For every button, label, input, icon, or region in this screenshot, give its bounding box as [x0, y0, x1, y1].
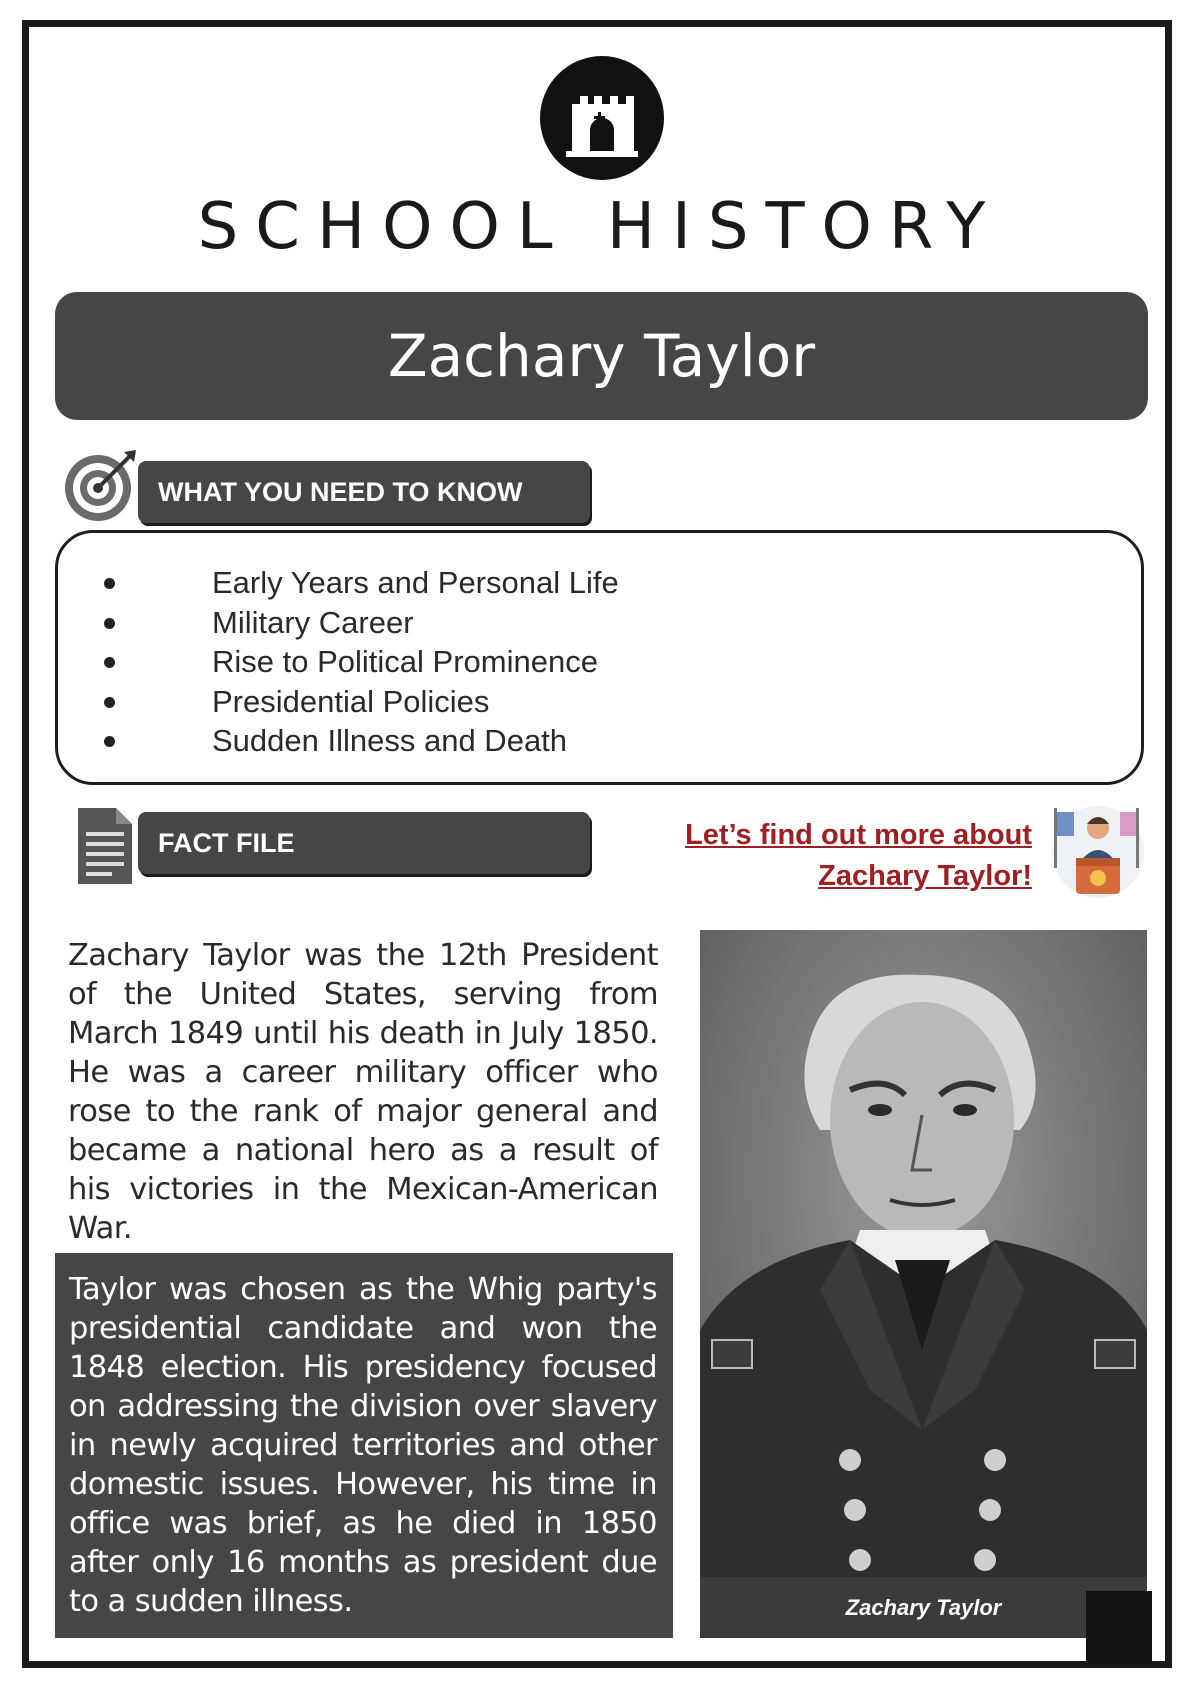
page-title: Zachary Taylor	[387, 322, 816, 390]
president-podium-icon	[1048, 802, 1148, 907]
castle-icon	[540, 56, 664, 180]
target-icon	[60, 446, 140, 531]
section-tab-know	[138, 461, 590, 523]
portrait-photo	[700, 930, 1147, 1638]
photo-caption: Zachary Taylor	[845, 1594, 1002, 1620]
list-item: Rise to Political Prominence	[104, 642, 619, 682]
photo-caption-bar	[700, 1577, 1147, 1638]
explore-link-line1: Let’s find out more about	[685, 819, 1032, 851]
section-tab-fact	[138, 812, 590, 874]
topics-list	[104, 563, 619, 761]
intro-paragraph: Zachary Taylor was the 12th President of the United States, serving from March 1849 until his death in July 1850. He was a career military officer who rose to the rank of major general and became a national hero as a result of his victories in the Mexican-American War.	[68, 938, 658, 1246]
list-item: Early Years and Personal Life	[104, 563, 619, 603]
section-heading-fact: FACT FILE	[158, 827, 295, 858]
highlight-box	[55, 1253, 673, 1638]
topics-box	[55, 530, 1144, 785]
explore-link[interactable]	[685, 815, 1032, 897]
explore-link-line2: Zachary Taylor!	[818, 860, 1032, 892]
section-heading-know: WHAT YOU NEED TO KNOW	[158, 476, 523, 507]
title-banner	[55, 292, 1148, 420]
corner-mark	[1086, 1591, 1152, 1664]
presidency-paragraph: Taylor was chosen as the Whig party's presidential candidate and won the 1848 election. His presidency focused on addressing the division over slavery in newly acquired territories and other domestic issues. However, his time in office was brief, as he died in 1850 after only 16 months as president due to a sudden illness.	[69, 1272, 657, 1619]
brand-name: SCHOOL HISTORY	[197, 190, 1003, 264]
document-icon	[74, 806, 136, 891]
list-item: Military Career	[104, 603, 619, 643]
list-item: Sudden Illness and Death	[104, 721, 619, 761]
list-item: Presidential Policies	[104, 682, 619, 722]
